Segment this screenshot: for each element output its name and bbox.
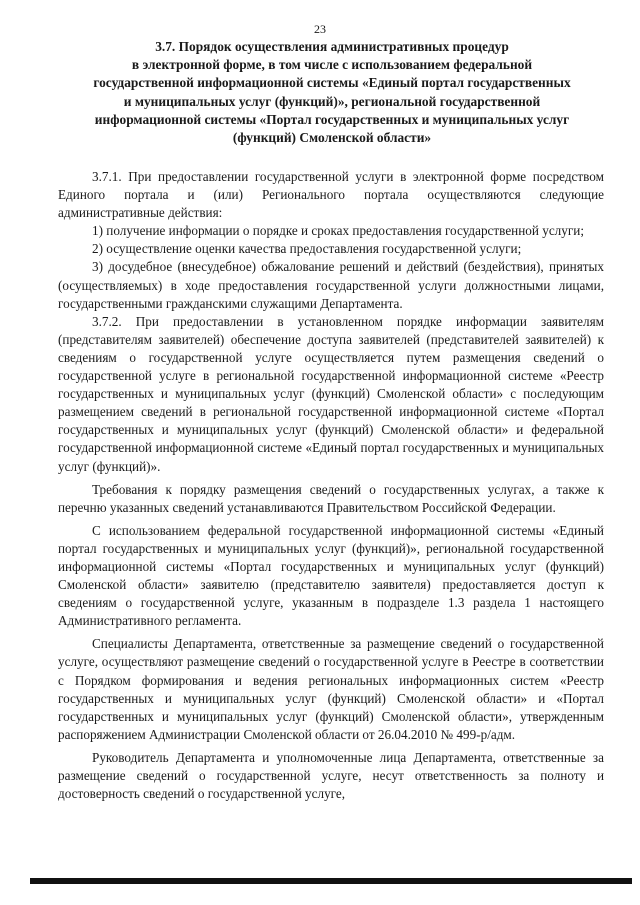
- paragraph-3-7-1: 3.7.1. При предоставлении государственной услуги в электронной форме посредством Единого портала и (или) Регионального портала осуществляются следующие административные действия:: [58, 169, 604, 221]
- heading-line: в электронной форме, в том числе с использованием федеральной: [131, 57, 533, 73]
- page-number: 23: [314, 22, 326, 36]
- paragraph-responsibility: Руководитель Департамента и уполномоченные лица Департамента, ответственные за размещение сведений о государственной услуге, несут ответственность за полноту и достоверность сведений о государственной услуге,: [58, 749, 604, 802]
- list-item-1: 1) получение информации о порядке и сроках предоставления государственной услуги;: [92, 223, 584, 239]
- heading-line: информационной системы «Портал государственных и муниципальных услуг: [94, 111, 570, 127]
- section-heading: [58, 38, 606, 147]
- list-item-3: 3) досудебное (внесудебное) обжалование решений и действий (бездействия), принятых (осуществляемых) в ходе предоставления государственной услуги должностными лицами, государственными гражданскими служащими Департамента.: [58, 259, 604, 311]
- paragraph-requirements: Требования к порядку размещения сведений о государственных услугах, а также к перечню указанных сведений устанавливаются Правительством Российской Федерации.: [58, 481, 604, 515]
- paragraph-portal-access: С использованием федеральной государственной информационной системы «Единый портал государственных и муниципальных услуг (функций)», региональной государственной информационной системы «Портал государственных и муниципальных услуг (функций) Смоленской области» заявителю (представителю заявителя) предоставляется доступ к сведениям о государственной услуге, указанным в подразделе 1.3 раздела 1 настоящего Административного регламента.: [58, 522, 604, 629]
- heading-line: 3.7. Порядок осуществления административных процедур: [155, 39, 509, 54]
- list-item-2: 2) осуществление оценки качества предоставления государственной услуги;: [92, 241, 522, 257]
- paragraph-specialists: Специалисты Департамента, ответственные за размещение сведений о государственной услуге, осуществляют размещение сведений о государственной услуге в Реестре в соответствии с Порядком формирования и ведения региональных информационных систем «Реестр государственных и муниципальных услуг (функций) Смоленской области» и «Портал государственных и муниципальных услуг (функций) Смоленской области», утвержденным распоряжением Администрации Смоленской области от 26.04.2010 № 499-р/адм.: [58, 636, 604, 742]
- paragraph-3-7-2: 3.7.2. При предоставлении в установленном порядке информации заявителям (представителям заявителей) обеспечение доступа заявителей (представителей заявителей) к сведениям о государственной услуге осуществляется путем размещения сведений о государственной услуге в региональной государственной информационной системе «Реестр государственных и муниципальных услуг (функций) Смоленской области» с последующим размещением сведений в региональной государственной информационной системе «Портал государственных и муниципальных услуг (функций) Смоленской области» и федеральной государственной информационной системе «Единый портал государственных и муниципальных услуг (функций)».: [58, 313, 604, 474]
- document-body: [58, 168, 604, 803]
- heading-line: государственной информационной системы «Единый портал государственных: [93, 75, 571, 91]
- heading-line: (функций) Смоленской области»: [232, 130, 432, 146]
- bottom-border-line: [30, 878, 632, 884]
- heading-line: и муниципальных услуг (функций)», региональной государственной: [123, 93, 541, 109]
